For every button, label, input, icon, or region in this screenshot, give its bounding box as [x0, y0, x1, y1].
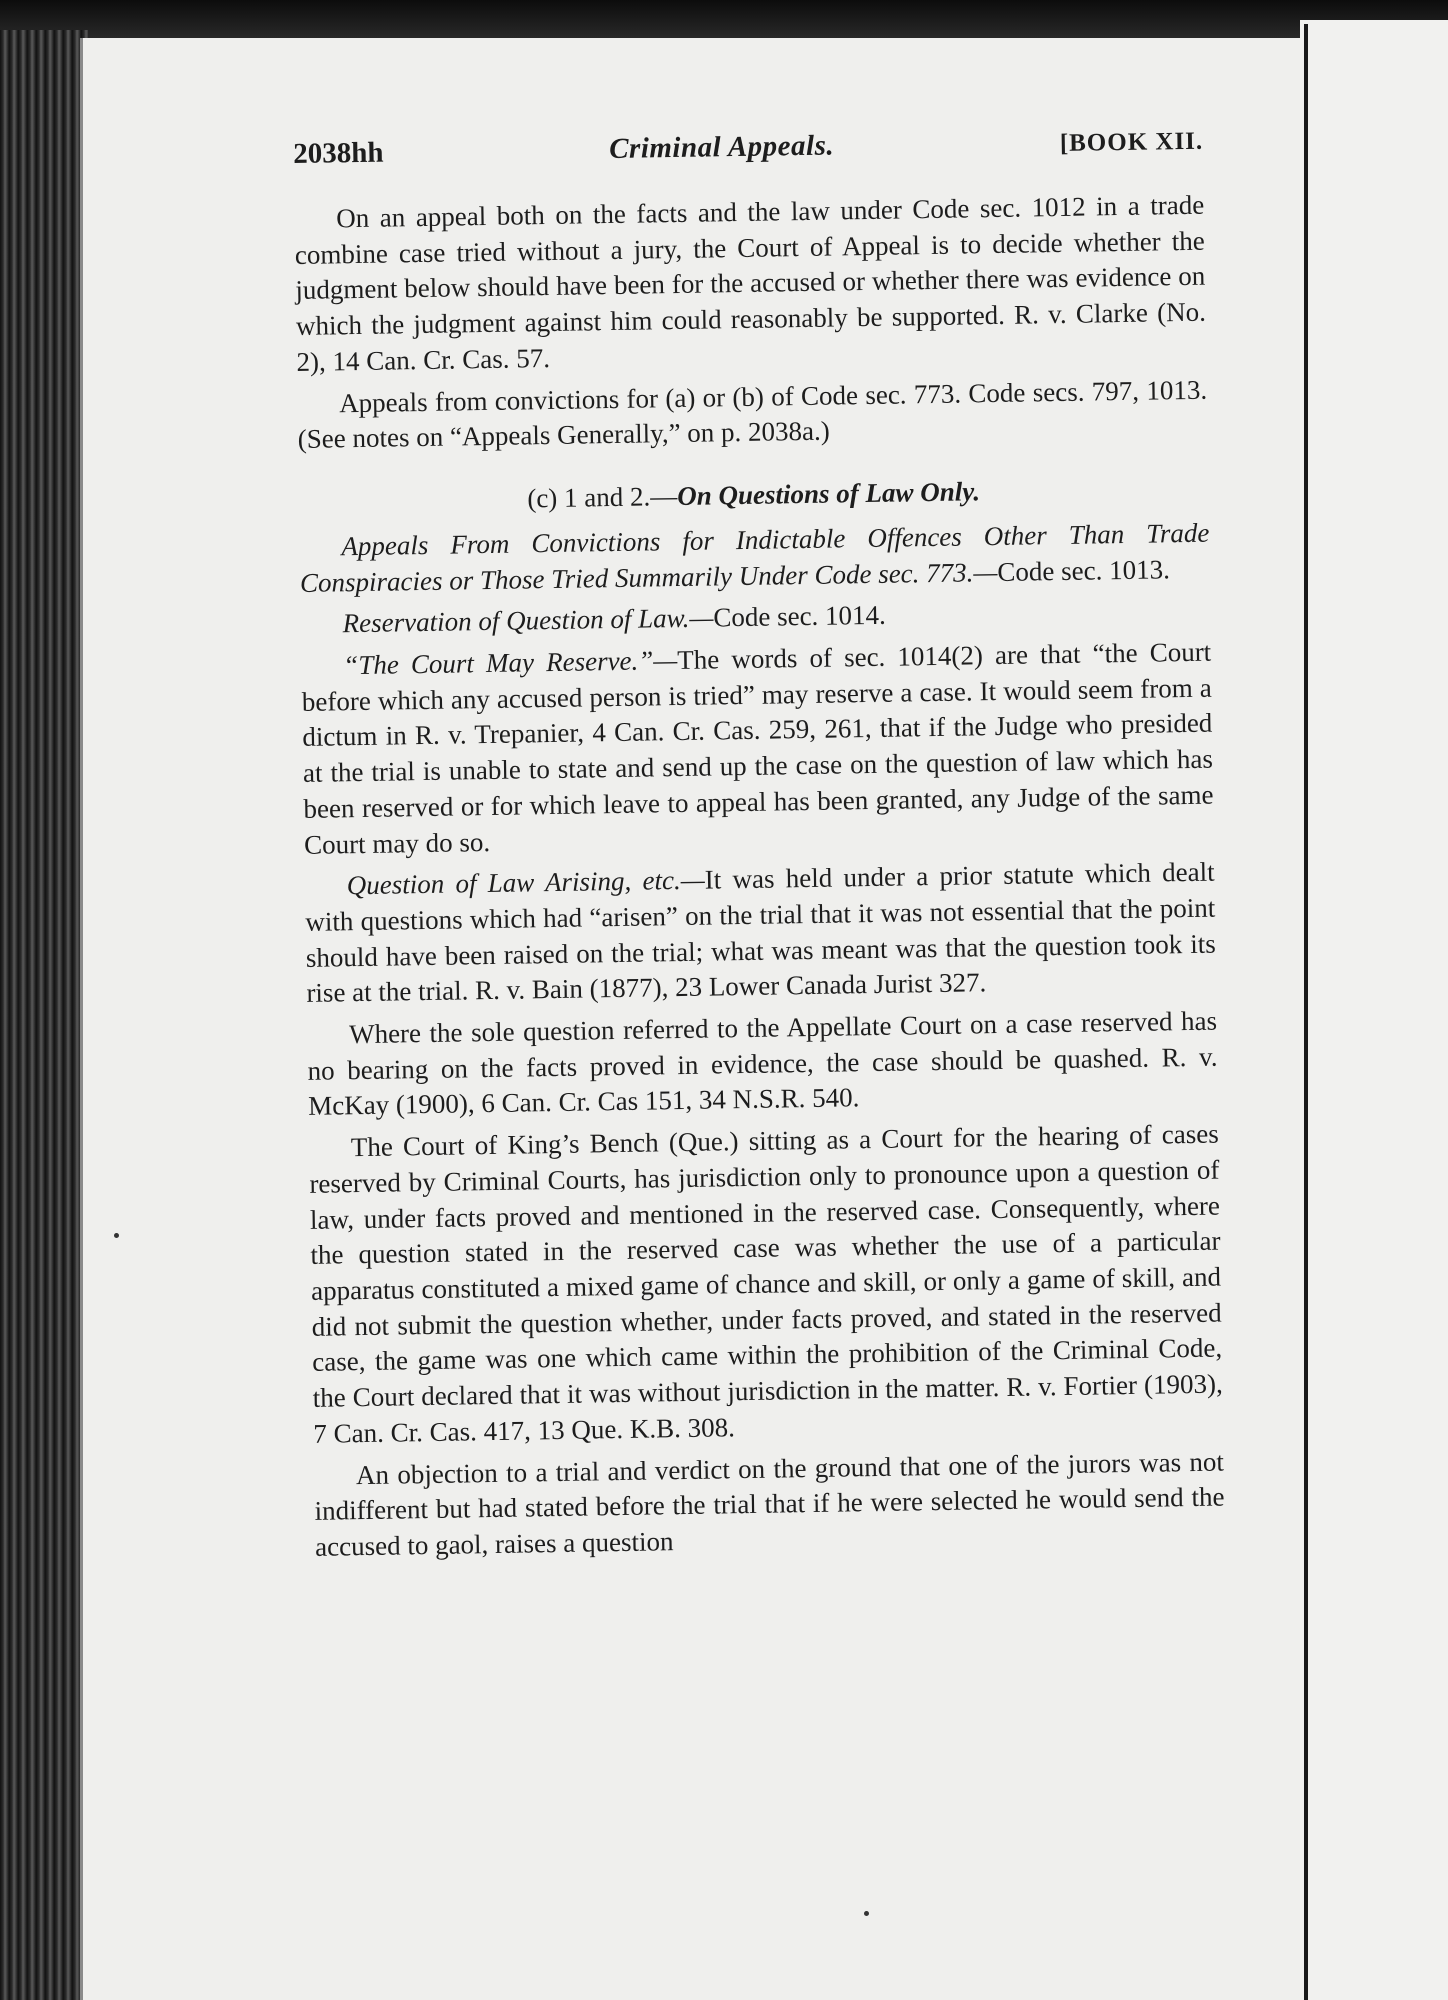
- section-heading: [298, 470, 1208, 520]
- paragraph-text: Code sec. 1014.: [713, 600, 887, 633]
- running-title: Criminal Appeals.: [608, 129, 835, 166]
- paragraph: [301, 635, 1214, 863]
- paragraph: The Court of King’s Bench (Que.) sitting as a Court for the hearing of cases reserved by Criminal Courts, has jurisdiction only to pronounce upon a question of law, under facts proved and mentioned in the reserved case. Consequently, where the question stated in the reserved case was whether the use of a particular apparatus constituted a mixed game of chance and skill, or only a game of skill, and did not submit the question whether, under facts proved, and stated in the reserved case, the game was one which came within the prohibition of the Criminal Code, the Court declared that it was without jurisdiction in the matter. R. v. Fortier (1903), 7 Can. Cr. Cas. 417, 13 Que. K.B. 308.: [309, 1118, 1223, 1449]
- book-reference: [BOOK XII.: [1059, 127, 1204, 157]
- book-spine-edge: [0, 30, 88, 2000]
- scan-top-edge: [0, 0, 1448, 40]
- paragraph: [299, 516, 1210, 602]
- scan-speck: [864, 1911, 869, 1916]
- paragraph: On an appeal both on the facts and the law under Code sec. 1012 in a trade combine case tried without a jury, the Court of Appeal is to decide whether the judgment below should have been for the accused or whether there was evidence on which the judgment against him could reasonably be supported. R. v. Clarke (No. 2), 14 Can. Cr. Cas. 57.: [294, 189, 1207, 377]
- paragraph: An objection to a trial and verdict on the ground that one of the jurors was not indifferent but had stated before the trial that if he were selected he would send the accused to gaol, raises a question: [314, 1446, 1225, 1562]
- paragraph-lead: “The Court May Reserve.”—: [343, 645, 678, 681]
- paragraph: [304, 855, 1216, 1012]
- adjacent-page-edge: [1300, 20, 1448, 2000]
- paragraph-lead: Reservation of Question of Law.—: [342, 602, 714, 639]
- paragraph-lead: Appeals From Convictions for Indictable Offences Other Than Trade Conspiracies or Those Tried Summarily Under Code sec. 773.—: [299, 517, 1210, 598]
- paragraph: Appeals from convictions for (a) or (b) of Code sec. 773. Code secs. 797, 1013. (See notes on “Appeals Generally,” on p. 2038a.): [297, 374, 1208, 455]
- paragraph-text: It was held under a prior statute which dealt with questions which had “arisen” on the trial that it was not essential that the point should have been raised on the trial; what was meant was that the question took its rise at the trial. R. v. Bain (1877), 23 Lower Canada Jurist 327.: [305, 856, 1216, 1009]
- section-number: (c) 1 and 2.—: [527, 480, 678, 514]
- page-gutter-line: [1304, 24, 1308, 2000]
- scan-speck: [114, 1233, 119, 1238]
- page-number: 2038hh: [293, 136, 384, 170]
- paragraph-text: The words of sec. 1014(2) are that “the Court before which any accused person is tried” may reserve a case. It would seem from a dictum in R. v. Trepanier, 4 Can. Cr. Cas. 259, 261, that if the Judge who presided at the trial is unable to state and send up the case on the question of law which has been reserved or for which leave to appeal has been granted, any Judge of the same Court may do so.: [301, 636, 1214, 860]
- page-content: [293, 124, 1225, 1572]
- paragraph-lead: Question of Law Arising, etc.—: [346, 864, 706, 901]
- paragraph: Where the sole question referred to the Appellate Court on a case reserved has no bearing on the facts proved in evidence, the case should be quashed. R. v. McKay (1900), 6 Can. Cr. Cas 151, 34 N.S.R. 540.: [307, 1005, 1218, 1122]
- paragraph-text: Code sec. 1013.: [997, 553, 1171, 587]
- running-header: [293, 124, 1204, 198]
- section-title: On Questions of Law Only.: [677, 476, 981, 511]
- paragraph: [300, 593, 1210, 643]
